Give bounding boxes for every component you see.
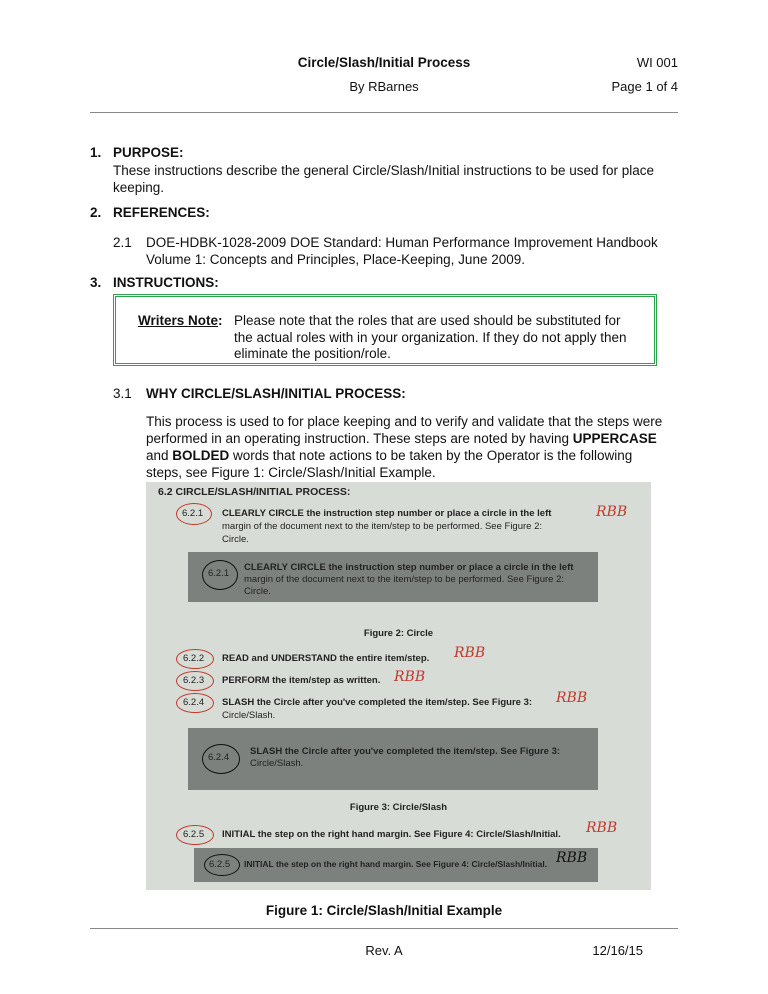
section-title-references: REFERENCES: [113, 205, 210, 220]
step-621-line1: CLEARLY CIRCLE the instruction step number or place a circle in the left [222, 508, 552, 519]
footer-date: 12/16/15 [592, 943, 643, 958]
purpose-text-line2: keeping. [113, 180, 165, 195]
writers-note-label: Writers Note [138, 313, 219, 328]
reference-item-line1: DOE-HDBK-1028-2009 DOE Standard: Human Performance Improvement Handbook [146, 235, 658, 250]
figure2-step-number: 6.2.1 [208, 568, 230, 579]
step-623-number: 6.2.3 [183, 675, 205, 686]
subsection-number: 3.1 [113, 386, 132, 401]
initials-623-signature: RBB [394, 669, 426, 685]
section-number-purpose: 1. [90, 145, 102, 160]
subsection-line3-text-a: and [146, 448, 173, 463]
figure-caption: Figure 1: Circle/Slash/Initial Example [265, 903, 503, 918]
initials-621-signature: RBB [596, 504, 628, 520]
subsection-title: WHY CIRCLE/SLASH/INITIAL PROCESS: [146, 386, 406, 401]
step-624-number: 6.2.4 [183, 697, 205, 708]
bolded-emphasis: BOLDED [172, 448, 230, 463]
initials-625-signature: RBB [586, 820, 618, 836]
writers-note-colon: : [218, 313, 223, 328]
document-id: WI 001 [636, 55, 678, 70]
figure3-caption: Figure 3: Circle/Slash [349, 802, 448, 813]
page-number: Page 1 of 4 [611, 79, 678, 94]
figure3-line2: Circle/Slash. [250, 758, 304, 769]
figure4-step-text: INITIAL the step on the right hand margin. See Figure 4: Circle/Slash/Initial. [244, 859, 548, 869]
section-number-references: 2. [90, 205, 102, 220]
initials-622-signature: RBB [454, 645, 486, 661]
section-title-instructions: INSTRUCTIONS: [113, 275, 219, 290]
subsection-line1: This process is used to for place keeping and to verify and validate that the steps were [146, 414, 663, 429]
step-625-number: 6.2.5 [183, 829, 205, 840]
footer-revision: Rev. A [365, 943, 403, 958]
step-621-number: 6.2.1 [182, 508, 204, 519]
figure3-line1: SLASH the Circle after you've completed the item/step. See Figure 3: [250, 746, 561, 757]
figure2-line3: Circle. [244, 586, 271, 597]
footer-divider [90, 928, 678, 929]
step-624-line1: SLASH the Circle after you've completed the item/step. See Figure 3: [222, 697, 533, 708]
step-623-text: PERFORM the item/step as written. [222, 675, 381, 686]
section-title-purpose: PURPOSE: [113, 145, 184, 160]
figure2-caption: Figure 2: Circle [363, 628, 434, 639]
writers-note-line2: the actual roles with in your organization. If they do not apply then [234, 330, 627, 345]
step-621-line3: Circle. [222, 534, 249, 545]
initials-figure4-signature: RBB [556, 850, 588, 866]
subsection-line3 [146, 447, 686, 464]
figure4-step-number: 6.2.5 [209, 859, 231, 870]
uppercase-emphasis: UPPERCASE [572, 431, 657, 446]
reference-item-line2: Volume 1: Concepts and Principles, Place-Keeping, June 2009. [146, 252, 525, 267]
subsection-line2 [146, 430, 686, 447]
step-622-text: READ and UNDERSTAND the entire item/step. [222, 653, 430, 664]
subsection-line3-text-c: words that note actions to be taken by the Operator is the following [229, 448, 633, 463]
figure3-step-number: 6.2.4 [208, 752, 230, 763]
purpose-text-line1: These instructions describe the general Circle/Slash/Initial instructions to be used for place [113, 163, 655, 178]
initials-624-signature: RBB [556, 690, 588, 706]
reference-item-number: 2.1 [113, 235, 132, 250]
step-621-line2: margin of the document next to the item/step to be performed. See Figure 2: [222, 521, 543, 532]
section-number-instructions: 3. [90, 275, 102, 290]
example-photo [146, 482, 651, 890]
step-624-line2: Circle/Slash. [222, 710, 276, 721]
step-622-number: 6.2.2 [183, 653, 205, 664]
photo-heading: 6.2 CIRCLE/SLASH/INITIAL PROCESS: [158, 486, 351, 498]
step-625-text: INITIAL the step on the right hand margin. See Figure 4: Circle/Slash/Initial. [222, 829, 561, 840]
figure2-line2: margin of the document next to the item/step to be performed. See Figure 2: [244, 574, 565, 585]
writers-note-line3: eliminate the position/role. [234, 346, 391, 361]
subsection-line2-text: performed in an operating instruction. These steps are noted by having [146, 431, 573, 446]
document-author: By RBarnes [349, 79, 419, 94]
document-title: Circle/Slash/Initial Process [297, 55, 471, 70]
writers-note-label-wrap [138, 312, 223, 329]
writers-note-line1: Please note that the roles that are used should be substituted for [234, 313, 621, 328]
subsection-line4: steps, see Figure 1: Circle/Slash/Initial Example. [146, 465, 436, 480]
figure2-line1: CLEARLY CIRCLE the instruction step number or place a circle in the left [244, 562, 574, 573]
header-divider [90, 112, 678, 113]
